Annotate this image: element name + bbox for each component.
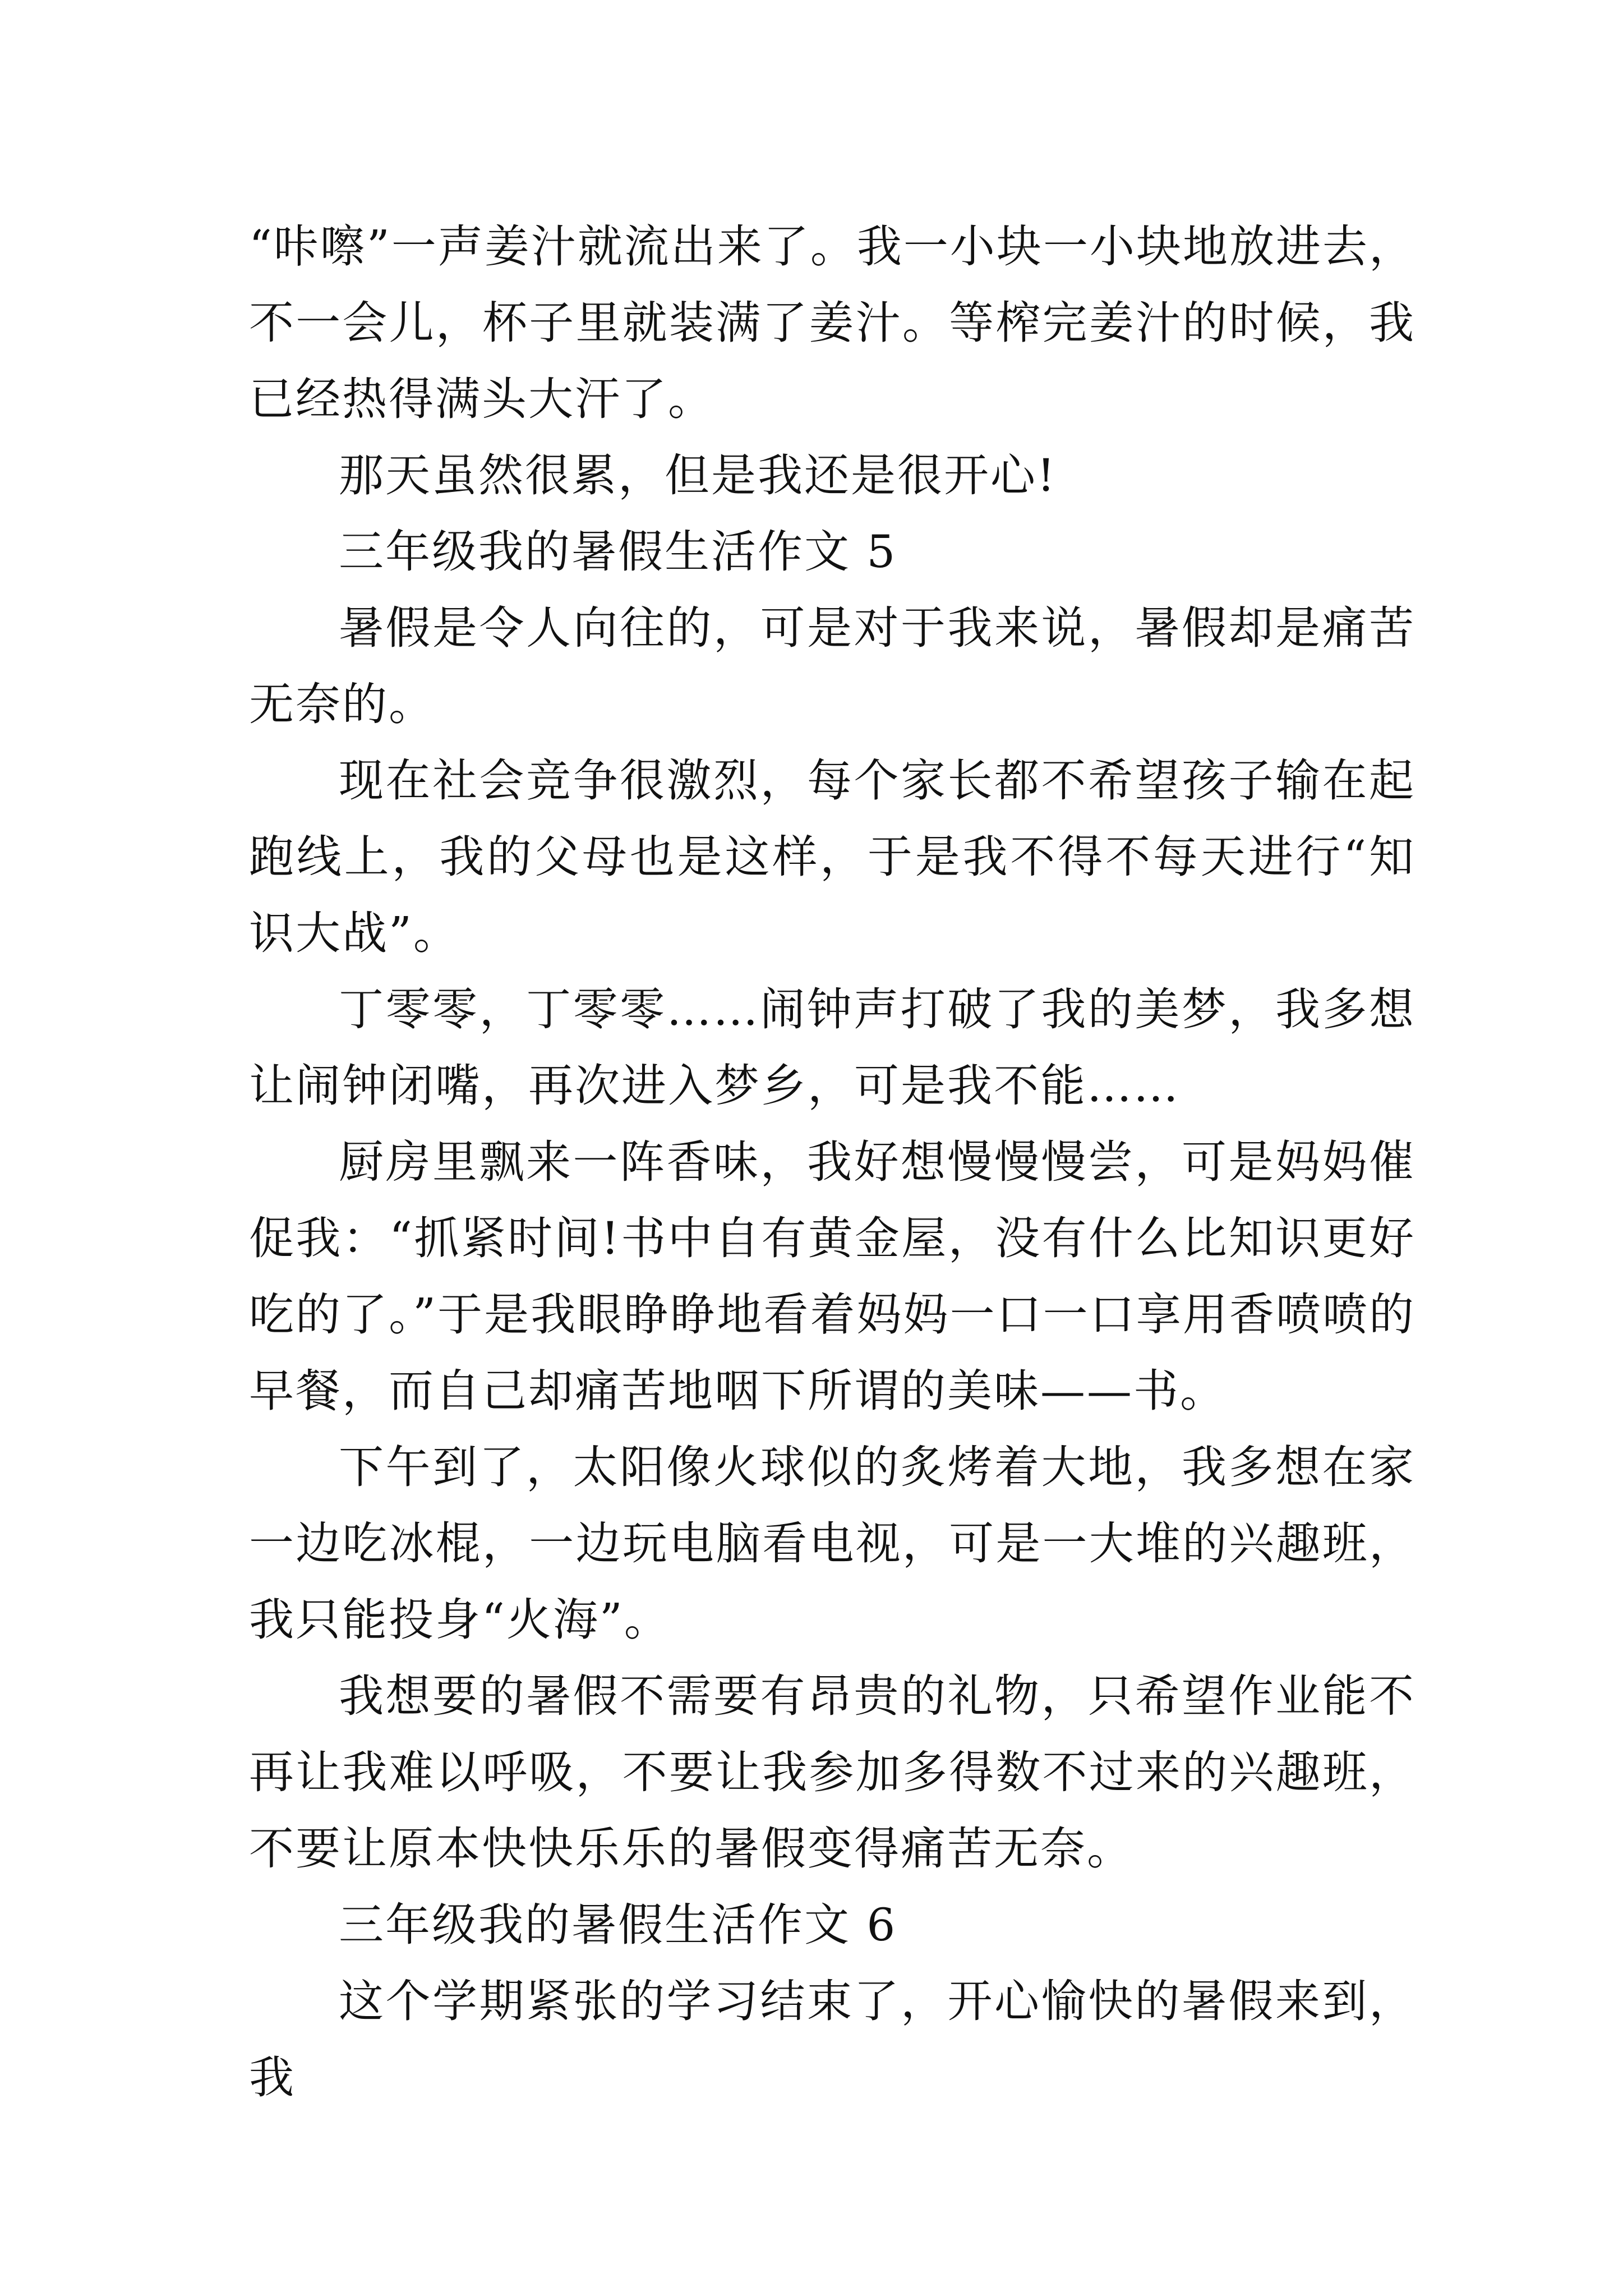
paragraph-3: 暑假是令人向往的，可是对于我来说，暑假却是痛苦无奈的。 [249, 602, 1415, 730]
paragraph-5: 丁零零，丁零零……闹钟声打破了我的美梦，我多想让闹钟闭嘴，再次进入梦乡，可是我不能…… [249, 983, 1415, 1112]
section-heading-6: 三年级我的暑假生活作文 6 [339, 1899, 897, 1951]
paragraph-2: 那天虽然很累，但是我还是很开心! [339, 449, 1057, 501]
paragraph-9: 这个学期紧张的学习结束了，开心愉快的暑假来到，我 [249, 1975, 1415, 2104]
paragraph-6: 厨房里飘来一阵香味，我好想慢慢慢尝，可是妈妈催促我：“抓紧时间!书中自有黄金屋，没有什么比知识更好吃的了。”于是我眼睁睁地看着妈妈一口一口享用香喷喷的早餐，而自己却痛苦地咽下所谓的美味——书。 [249, 1136, 1415, 1417]
paragraph-1: “咔嚓”一声姜汁就流出来了。我一小块一小块地放进去，不一会儿，杯子里就装满了姜汁。等榨完姜汁的时候，我已经热得满头大汗了。 [249, 220, 1415, 425]
document-body [249, 209, 1415, 2116]
section-heading-5: 三年级我的暑假生活作文 5 [339, 526, 897, 578]
paragraph-4: 现在社会竞争很激烈，每个家长都不希望孩子输在起跑线上，我的父母也是这样，于是我不得不每天进行“知识大战”。 [249, 754, 1415, 959]
paragraph-8: 我想要的暑假不需要有昂贵的礼物，只希望作业能不再让我难以呼吸，不要让我参加多得数不过来的兴趣班，不要让原本快快乐乐的暑假变得痛苦无奈。 [249, 1670, 1415, 1875]
paragraph-7: 下午到了，太阳像火球似的炙烤着大地，我多想在家一边吃冰棍，一边玩电脑看电视，可是一大堆的兴趣班，我只能投身“火海”。 [249, 1441, 1415, 1646]
